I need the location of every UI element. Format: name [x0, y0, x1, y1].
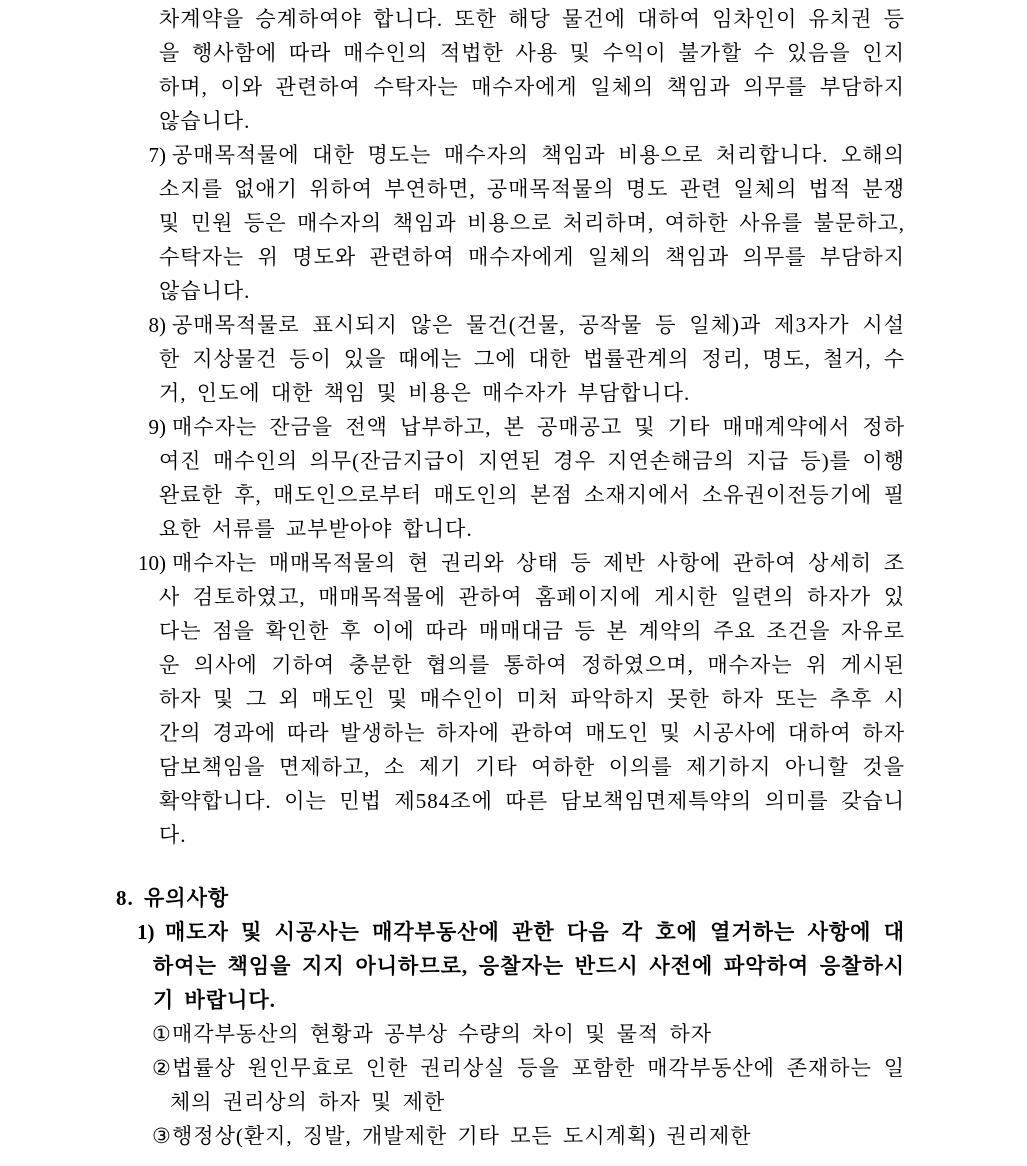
- sub-item-text: 법률상 원인무효로 인한 권리상실 등을 포함한 매각부동산에 존재하는 일체의 권리상의 하자 및 제한: [170, 1056, 905, 1114]
- numbered-clause-9: [148, 410, 905, 546]
- notice-item-text: 매도자 및 시공사는 매각부동산에 관한 다음 각 호에 열거하는 사항에 대하여는 책임을 지지 아니하므로, 응찰자는 반드시 사전에 파악하여 응찰하시기 바랍니다.: [153, 920, 905, 1012]
- notice-section: [116, 881, 905, 1153]
- clause-number: 7): [148, 143, 166, 167]
- numbered-clause-7: [148, 138, 905, 308]
- notice-sub-item-3: [148, 1119, 905, 1153]
- notice-section-heading: 8. 유의사항: [116, 886, 230, 910]
- notice-sub-item-1: [148, 1017, 905, 1051]
- numbered-clause-10: [138, 546, 905, 852]
- clause-number: 8): [148, 313, 166, 337]
- notice-lead-item: [137, 915, 905, 1017]
- clause-continuation-paragraph: 차계약을 승계하여야 합니다. 또한 해당 물건에 대하여 임차인이 유치권 등을 행사함에 따라 매수인의 적법한 사용 및 수익이 불가할 수 있음을 인지하며, 이와 관련하여 수탁자는 매수자에게 일체의 책임과 의무를 부담하지 않습니다.: [159, 7, 905, 133]
- clause-text: 공매목적물에 대한 명도는 매수자의 책임과 비용으로 처리합니다. 오해의 소지를 없애기 위하여 부연하면, 공매목적물의 명도 관련 일체의 법적 분쟁 및 민원 등은 매수자의 책임과 비용으로 처리하며, 여하한 사유를 불문하고, 수탁자는 위 명도와 관련하여 매수자에게 일체의 책임과 의무를 부담하지 않습니다.: [159, 143, 905, 303]
- circled-number-3: ③: [152, 1124, 171, 1148]
- clause-number: 10): [138, 551, 166, 575]
- notice-item-number: 1): [137, 920, 155, 944]
- circled-number-2: ②: [152, 1056, 171, 1080]
- clause-text: 매수자는 잔금을 전액 납부하고, 본 공매공고 및 기타 매매계약에서 정하여진 매수인의 의무(잔금지급이 지연된 경우 지연손해금의 지급 등)를 이행완료한 후, 매도인으로부터 매도인의 본점 소재지에서 소유권이전등기에 필요한 서류를 교부받아야 합니다.: [159, 415, 905, 541]
- circled-number-1: ①: [152, 1022, 171, 1046]
- notice-sub-item-2: [148, 1051, 905, 1119]
- sub-item-text: 매각부동산의 현황과 공부상 수량의 차이 및 물적 하자: [172, 1022, 713, 1046]
- clause-number: 9): [148, 415, 166, 439]
- sub-item-text: 행정상(환지, 징발, 개발제한 기타 모든 도시계획) 권리제한: [172, 1124, 752, 1148]
- clause-text: 매수자는 매매목적물의 현 권리와 상태 등 제반 사항에 관하여 상세히 조사 검토하였고, 매매목적물에 관하여 홈페이지에 게시한 일련의 하자가 있다는 점을 확인한 후 이에 따라 매매대금 등 본 계약의 주요 조건을 자유로운 의사에 기하여 충분한 협의를 통하여 정하였으며, 매수자는 위 게시된 하자 및 그 외 매도인 및 매수인이 미처 파악하지 못한 하자 또는 추후 시간의 경과에 따라 발생하는 하자에 관하여 매도인 및 시공사에 대하여 하자담보책임을 면제하고, 소 제기 기타 여하한 이의를 제기하지 아니할 것을 확약합니다. 이는 민법 제584조에 따른 담보책임면제특약의 의미를 갖습니다.: [159, 551, 905, 847]
- clause-text: 공매목적물로 표시되지 않은 물건(건물, 공작물 등 일체)과 제3자가 시설한 지상물건 등이 있을 때에는 그에 대한 법률관계의 정리, 명도, 철거, 수거, 인도에 대한 책임 및 비용은 매수자가 부담합니다.: [159, 313, 905, 405]
- numbered-clause-8: [148, 308, 905, 410]
